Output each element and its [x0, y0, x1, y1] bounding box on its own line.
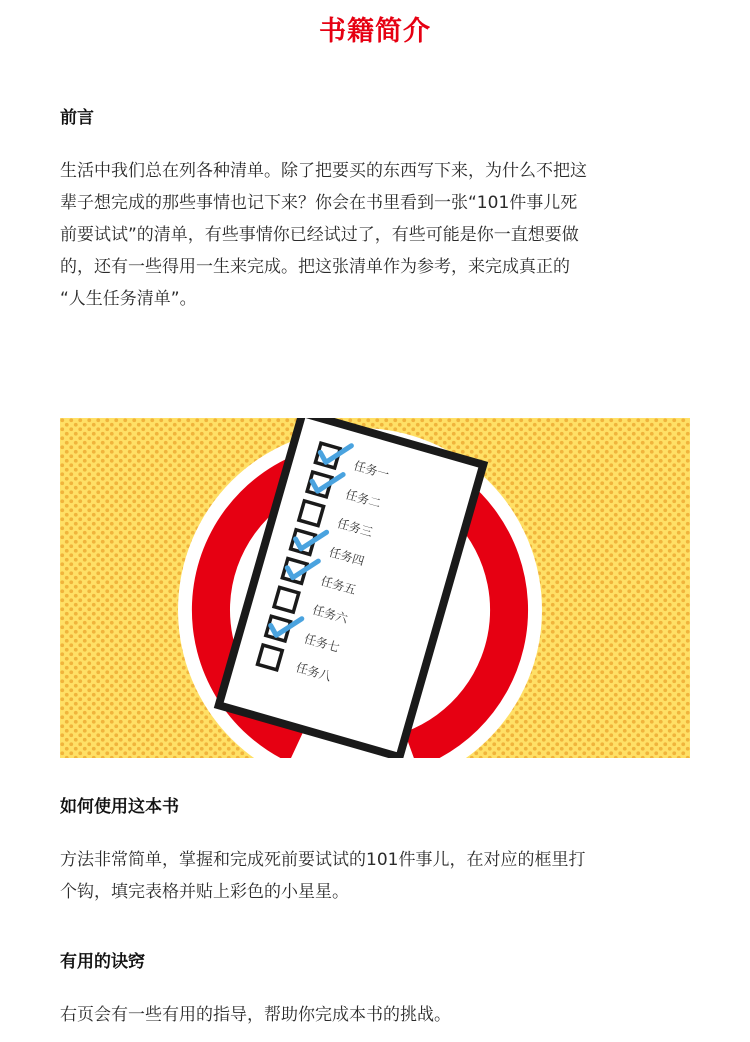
how-to-use-line: 个钩，填完表格并贴上彩色的小星星。 — [60, 882, 349, 902]
task-checkbox — [274, 587, 299, 612]
task-checkbox — [299, 501, 324, 526]
preface-line: 的，还有一些得用一生来完成。把这张清单作为参考，来完成真正的 — [60, 257, 570, 277]
page-title: 书籍简介 — [319, 16, 431, 47]
checklist-illustration — [60, 418, 690, 758]
preface-line: 前要试试”的清单，有些事情你已经试过了，有些可能是你一直想要做 — [60, 225, 579, 245]
task-label: 任务五 — [319, 573, 358, 598]
checklist-illustration-svg — [60, 418, 690, 758]
preface-line: 生活中我们总在列各种清单。除了把要买的东西写下来，为什么不把这 — [60, 161, 587, 181]
task-label: 任务二 — [343, 487, 383, 511]
task-label: 任务八 — [294, 660, 333, 684]
preface-line: “人生任务清单”。 — [60, 289, 197, 309]
how-to-use-paragraph — [60, 844, 700, 908]
task-label: 任务六 — [310, 602, 350, 627]
how-to-use-line: 方法非常简单，掌握和完成死前要试试的101件事儿，在对应的框里打 — [60, 850, 586, 870]
preface-heading: 前言 — [60, 108, 94, 128]
how-to-use-heading: 如何使用这本书 — [60, 797, 179, 817]
tips-paragraph — [60, 999, 700, 1031]
task-label: 任务七 — [302, 631, 342, 655]
task-label: 任务三 — [335, 516, 375, 540]
preface-line: 辈子想完成的那些事情也记下来？你会在书里看到一张“101件事儿死 — [60, 193, 578, 213]
preface-paragraph — [60, 155, 700, 315]
task-checkbox — [258, 645, 283, 670]
task-label: 任务四 — [327, 545, 366, 569]
tips-line: 右页会有一些有用的指导，帮助你完成本书的挑战。 — [60, 1005, 451, 1025]
task-label: 任务一 — [352, 458, 391, 482]
tips-heading: 有用的诀窍 — [60, 952, 145, 972]
